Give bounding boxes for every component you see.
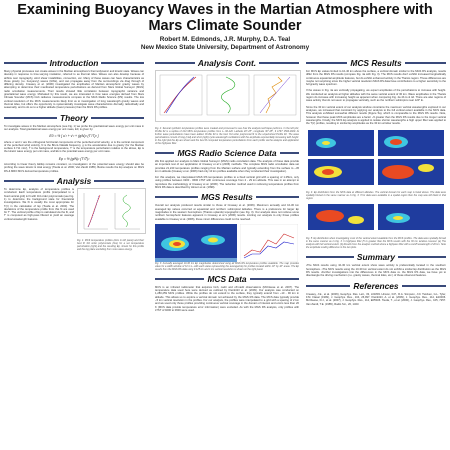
mcs-data-text: MCS is an infrared radiometer that acquires limb, nadir and off-nadir observations (McCleese et al. 2007). The temperature data used here were derived as outlined by Kleinböhl et al. (2009). Our analysis was conducted on 1,280,259 MCS profiles. While the profiles do not extend to the surface, they typically extend from ~10 - 90 km in altitude. This allows us to explore a vertical domain not achieved by the MGS RS data. The MCS data typically provide ~5 km vertical resolution in the profiles. For our analysis, the profiles were interpolated to a grid with a spacing of 2 km and we used only those profiles providing continuous vertical coverage in the domain of interest and errors less than 20 K (MCS data provide temperature error information) were excluded. As with the MGS RS analysis, only profiles with LTST of 0200 to 0600 were used. [155,285,299,312]
summary-text: •The MGS results using 10-30 km vertical extent show wave activity is preferentially located in the southern hemisphere. •The MCS results using the 10-30 km vertical extent do not exhibit a similar Ep distribution as the MGS RS results. •Further investigations into the differences in the MCS data vs. the MGS RS data, we have yet to disentangle the driving mechanism (i.e. gravity waves, thermal tides, etc.) of these observed features. [306,264,446,278]
figure-5-caption: Fig. 5: Ep distribution when investigating most of the vertical extent available from the MCS profiles. The data were spatially binned in the same manner as in Fig. 3. In highpass filter (5 to greater than the MCS results with the 30 km window covered. (a) The analysis with full vertical extent. (b) Results from the analysis method where a highpass filter with a cutoff wavelength of 20 km. Note the amplitude scaling difference in the two plots. [306,237,446,250]
section-heading-references: References [306,281,446,291]
mgs-radio-text-2: For this analysis, we interpolated MGS RS temperature profiles to a fixed vertical grid with a spacing of 1.25km, only using profiles between 0200 - 0600 LTST with continuous coverage from 2 - 29 km altitude. This was in an attempt to reproduce the methodology of Creasey et al. (2006). The reduction method used in retrieving temperature profiles from MGS RS data is described by Hinson et al. (1999). [155,176,299,190]
references-text: Creasey, J.E., et al. (2006), Geophys. Res. Lett., 33, L01803. Hinson, D.P., R.A. Simpson, J.D. Twicken, G.L. Tyler, F.M. Flasar (1999), J. Geophys. Res., 104, 26,997. Kleinböhl, A. et al. (2009), J. Geophys. Res., 114, E10006. McCleese, D.J., et al. (2007), J. Geophys. Res., 112, E05S06. Tsuda, T., et al. (2000), J. Geophys. Res., 105, 7257. Van Zandt, T.E. (1985), Radio Sci., 20, 1323. [306,292,446,306]
title-line-2: Mars Climate Sounder [148,18,302,34]
introduction-text: Many physical processes can create waves in the Martian atmosphere's thermodynamic and kinetic state. Waves can develop in response to time-varying insolation, referred to as thermal tides. Waves can also develop because of airflow over topography, wind shear instabilities, convection, etc. Many of these waves can have characteristics as those gravity (i.e. buoyancy) waves (GWs), and can propagate away from the surroundings via drag through of differing density. Creasey et al. (2006) investigated the amplitudes of Martian atmospheric gravity waves by attempting to determine their manifested temperature perturbations as derived from Mars Global Surveyor (MGS) radio occultation measurements. Their results showed little correlation between topographic variance and gravitational wave energy. Motivated by this result, we are interested in how wave energies derived from Mars Climate Sounder (MCS) limb radiance measurements compare to the MGS Radio Science (RS) results. The low vertical resolution of the MCS measurements likely limit us to investigation of long wavelength gravity waves and thermal tides, but offers the opportunity to systematically investigate wave characteristics diurnally, latitudinally and seasonally, and to do so to a higher altitude (lower pressure) than the MGS RS profiles. [4,70,144,110]
section-heading-mcs-data: MCS Data [155,274,299,284]
mgs-results-text: Overall our analysis produced results similar to those of Creasey et al. (2006). Maximum annually and 10-30 km averaged Ep values occurred at equatorial and northern subtropical latitudes. There is a preference for larger Ep magnitudes in the western hemisphere (Tharsis uplands) topographic (see Fig. 3). Our analysis does not retrieve some northern hemispheric features apparent in Creasey et al.'s (2006) results. Limiting our analysis to only those profiles available to Creasey et al. (2006), these minor differences could not be resolved. [155,204,299,221]
section-heading-summary: Summary [306,252,446,262]
mcs-results-text: For MCS Ep values limited to 10-40 km above the surface, a vertical domain similar to the MGS RS analysis, results differ from the MGS RS results (compare Fig. 4a with Fig. 3). The MCS results don't exhibit increased longitudinally continuous equatorial amplitude features, but do exhibit enhanced activity in the Tharsis region. These differences are maybe not surprising since the higher vertical resolution MGS RS data have contributions to a higher sensitivity to the full gravity wave spectrum. [306,70,446,87]
figure-3-map [155,224,237,262]
title-line-1: Examining Buoyancy Waves in the Martian Atmosphere with [17,2,433,18]
column-right [306,58,446,446]
figure-3-side-plot [240,224,298,262]
mgs-radio-text: We first applied our analysis to Mars Global Surveyor (MGS) radio occultation data. The analysis of these data provide an important test of our application of Creasey et al.'s (2006) methods. The complete MGS radio occultation data set provides 21,243 temperature profiles ranging from the Martian surface and typically extending from the surface to ~45 km in altitude (Creasey et al. (2006) had only 10 km profiles available when they conducted their investigation). [155,160,299,173]
figure-3-caption: Fig. 3: Annually averaged 10-30 km Ep magnitudes determined using all MGS RS temperature profiles available. The map provides value for a width window of ±2 in Lₛ with each value representing the averaged Ep for profiles located within 10° by 10° areas. The Ep results from the MGS RS data using 0.125 km and 1 km vertical resolution is shown on the right panel. [155,261,299,271]
theory-text-2: where u' and v' are the orthogonal horizontal components of the perturbed wind velocity, w is the vertical component of the perturbed wind velocity, N is the Brunt-Väisälä frequency, g is the acceleration due to gravity (for the Martian surface 3.711 m/s²), T̄ is the background temperature, T' is the temperature perturbation relative to the above, Ep is the kinetic wave energy per unit mass, and Ek is the potential wave energy per unit mass. [4,140,144,154]
figure-2-synthetic-profiles [155,70,301,122]
section-heading-theory: Theory [4,113,144,123]
figure-4-caption: Fig. 4: Ep distribution from the MCS data at different altitudes. The vertical domain for each map is listed above. The data were spatially binned to the same manner as in Fig. 3. If for data were available in a spatial region then the map was left blank in that region. [306,191,446,201]
analysis-text: To determine Ep, analysis of temperature profiles is conducted. Each temperature profile (interpolated to a fixed vertical grid) is fit with 3rd order polynomials (see Fig. 1) to determine the background state for theoretical investigations. We fit is usually the most appropriate for T(z) in the calculation of Ep (Tsuda et al. 2000). The deviations of the temperature profile from this fit are used for T'. The vertical profile of Ep is calculated via the fit, and T' is computed as high-pass filtered to yield an average vertical wavelength features. [4,188,74,221]
figure-4-maps [306,128,446,186]
figure-5-maps [306,202,446,232]
section-heading-mgs-results: MGS Results [155,192,299,202]
mcs-results-text-2: If the waves in Fig. 4a are vertically propagating, we expect amplitudes of the perturbations to increase with height. We conducted an analysis at higher altitudes with the same vertical extent of 30 km. Wave amplitudes in the Tharsis region do increase with increasing height as apparent when comparing Fig. 4a 4b to & 4d. There are also regions of wave activity that do not seem to propagate vertically, such as the northern subtropics near 120° E. [306,89,446,103]
section-heading-analysis-cont: Analysis Cont. [155,58,299,68]
affiliation: New Mexico State University, Department of Astronomy [140,44,310,51]
author-names: Robert M. Edmonds, J.R. Murphy, D.A. Teal [159,36,291,43]
section-heading-introduction: Introduction [4,58,144,68]
theory-text: To investigate waves in the Martian atmosphere (see Fig. 1) we probe the gravitational wave energy per unit mass in our analysis. Total gravitational wave energy per unit mass, E0, is given by: [4,124,144,131]
mcs-results-text-3: Since the 30 km vertical extent of our analysis window constrains the maximum vertical wavelengths explored in our analyses, we increased that constraint by applying our analysis to the full vertical extent available in the MCS data. This analysis exhibited somewhat different results (Figure 5a), which is comparable to the MGS RS results. Note, however that these peak MCS amplitudes are a factor ~5 greater than the MGS RS results due to the longer vertical wavelengths. Finally, the MCS Ep analysis is applied to isolate shorter wavelengths a high upper filter was applied to the T(z) profiles, resulting in similar Ep amplitudes as the 30 km window results. [306,105,446,126]
figure-1-caption: Fig. 1: MCS temperature profiles (dots in left panel) and their best fit 3rd order polynomials (line) for a set temperature perturbation (right) and the resulting Ep, shown for this profile and the log plane excluding from more wave energy. [77,239,144,252]
column-left [4,58,144,446]
section-heading-mcs-results: MCS Results [306,58,446,68]
theory-text-3: According to linear theory Ek/Ep remains constant, so investigation of the potential wave energy should also be probing the wave kinetic & total energy (Tsuda et al. 2000; Van Zandt 1985). Below results the Ep analysis on MGS RS & MRO MCS derived temperature profiles. [4,163,144,173]
poster-title [0,2,450,34]
section-heading-mgs-radio: MGS Radio Science Data [155,148,299,158]
column-middle [155,58,299,446]
author-block [0,36,450,52]
potential-energy-equation: Ep = ½ (g/N)² (T'/T̄)² [58,156,90,161]
figure-2-caption: Fig. 2: Several synthetic temperature profiles were created and processed to see how the analysis technique performs. In the left plot, Profile #2 is a replica of 214 MCS temperature profiles from Lₛ 90-120. Latitude 20°-25°, Longitude 30°-45°, 9 LTST 1500-1600. At further wave perturbations have been added. Profile #4 is the best 3rd order polynomial fit to the unperturbed Profile #2. The wave perturbations consist of long (mid) and short (right) cycle wavelength oscillations with the amplitude exponentially increasing with height. In the right plot the Ep are shown and the best fit computed temperature perturbations from each profile via the analysis and application of the highpass filter. [155,127,299,145]
section-heading-analysis: Analysis [4,176,144,186]
energy-equation: E0 = ½ [ u'² + v'² + (g/N)² (T'/T)² ] [49,134,99,139]
figure-1-profile-plot [77,188,146,234]
